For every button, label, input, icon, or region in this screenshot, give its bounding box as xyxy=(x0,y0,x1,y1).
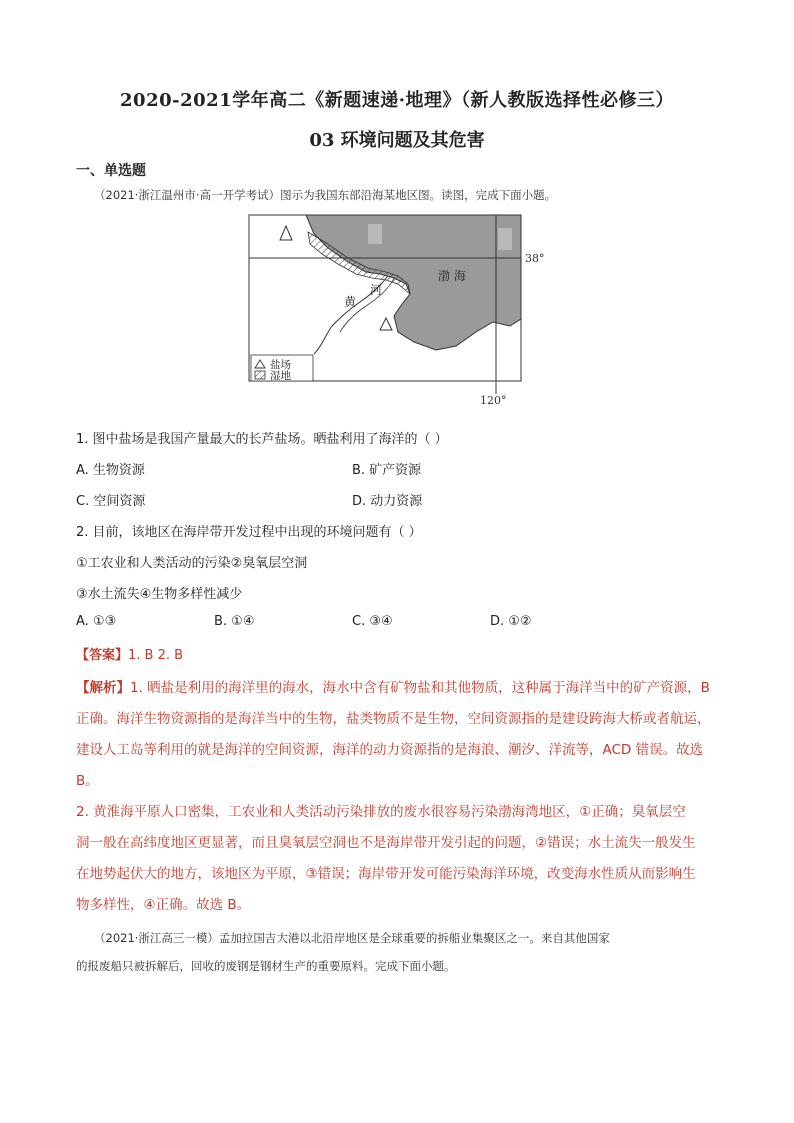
lat-label: 38° xyxy=(525,252,544,265)
legend-wetland-label: 湿地 xyxy=(270,370,291,382)
masked-label xyxy=(498,228,512,250)
analysis-line: 洞一般在高纬度地区更显著，而且臭氧层空洞也不是海岸带开发引起的问题，②错误；水土流失一般发生 xyxy=(76,835,696,851)
question-1-stem: 1. 图中盐场是我国产量最大的长芦盐场。晒盐利用了海洋的（ ） xyxy=(76,432,448,447)
section-heading: 一、单选题 xyxy=(76,163,146,179)
question-group-intro: （2021·浙江温州市·高一开学考试）图示为我国东部沿海某地区图。读图，完成下面小题。 xyxy=(94,188,557,202)
river-label-1: 河 xyxy=(370,283,383,297)
q2-statements-2: ③水土流失④生物多样性减少 xyxy=(76,587,243,602)
analysis-line: B。 xyxy=(76,773,99,789)
sea-label: 渤 海 xyxy=(438,269,466,283)
analysis-line: 建设人工岛等利用的就是海洋的空间资源，海洋的动力资源指的是海浪、潮汐、洋流等，ACD 错误。故选 xyxy=(76,742,704,758)
q1-option-a: A. 生物资源 xyxy=(76,463,145,478)
document-subtitle: 03 环境问题及其危害 xyxy=(309,130,485,151)
q1-option-d: D. 动力资源 xyxy=(352,494,423,509)
q2-option-b: B. ①④ xyxy=(214,614,255,629)
question-group-intro-2: （2021·浙江高三一模）孟加拉国吉大港以北沿岸地区是全球重要的拆船业集聚区之一。来自其他国家 xyxy=(94,931,610,945)
q2-statements-1: ①工农业和人类活动的污染②臭氧层空洞 xyxy=(76,556,308,571)
answer-tag: 【答案】 xyxy=(76,648,129,663)
legend-hatch-icon xyxy=(255,371,265,379)
legend-salt-label: 盐场 xyxy=(270,359,291,371)
analysis-line: 【解析】1. 晒盐是利用的海洋里的海水，海水中含有矿物盐和其他物质，这种属于海洋当中的矿产资源，B xyxy=(76,680,710,696)
analysis-line: 在地势起伏大的地方，该地区为平原，③错误；海岸带开发可能污染海洋环境，改变海水性质从而影响生 xyxy=(76,866,696,882)
q1-option-c: C. 空间资源 xyxy=(76,494,146,509)
q2-option-c: C. ③④ xyxy=(352,614,393,629)
masked-label xyxy=(368,224,382,244)
coastal-map-figure xyxy=(248,214,544,410)
answer-key xyxy=(76,644,183,663)
q2-option-a: A. ①③ xyxy=(76,614,117,629)
river-label-2: 黄 xyxy=(344,295,357,309)
answer-value: 1. B 2. B xyxy=(128,648,184,663)
q2-option-d: D. ①② xyxy=(490,614,532,629)
question-2-stem: 2. 目前，该地区在海岸带开发过程中出现的环境问题有（ ） xyxy=(76,525,422,540)
analysis-line: 正确。海洋生物资源指的是海洋当中的生物，盐类物质不是生物，空间资源指的是建设跨海大桥或者航运， xyxy=(76,711,711,727)
document-title: 2020-2021学年高二《新题速递·地理》（新人教版选择性必修三） xyxy=(120,90,674,111)
question-group-intro-2-cont: 的报废船只被拆解后，回收的废钢是钢材生产的重要原料。完成下面小题。 xyxy=(76,959,456,973)
analysis-line: 物多样性，④正确。故选 B。 xyxy=(76,897,251,913)
analysis-line: 2. 黄淮海平原人口密集，工农业和人类活动污染排放的废水很容易污染渤海湾地区，①正确；臭氧层空 xyxy=(76,804,686,820)
analysis-tag: 【解析】 xyxy=(76,680,130,696)
lon-label: 120° xyxy=(480,394,507,407)
q1-option-b: B. 矿产资源 xyxy=(352,463,422,478)
